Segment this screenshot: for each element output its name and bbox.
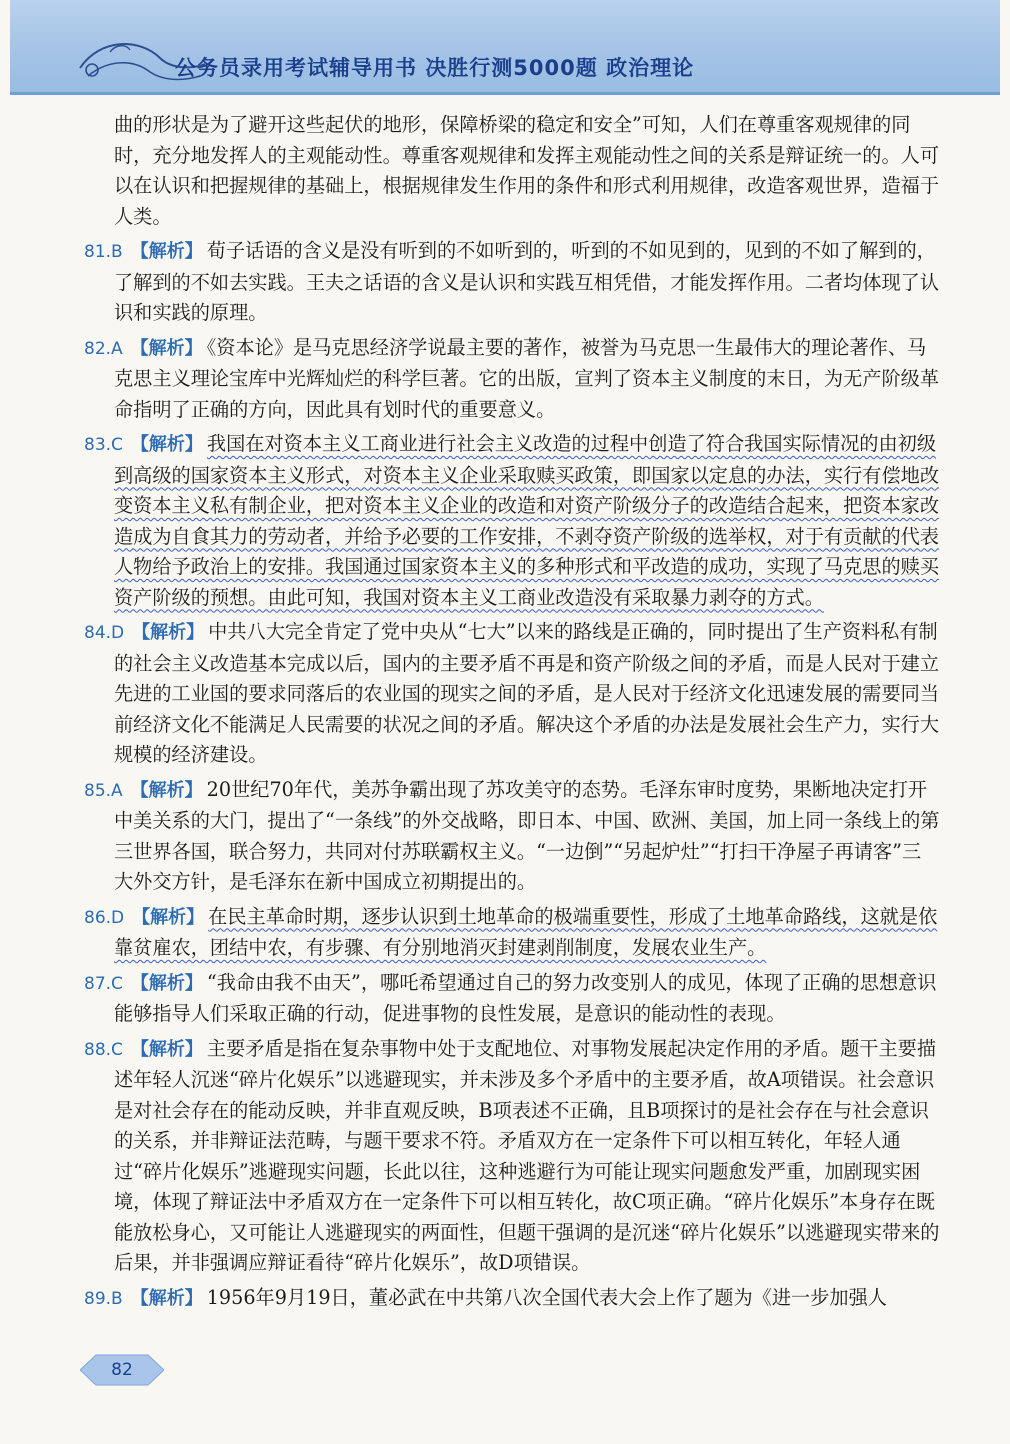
analysis-tag: 【解析】 [130, 1038, 203, 1060]
answer-81 [84, 236, 940, 329]
answer-87 [84, 968, 940, 1030]
answer-content [84, 110, 940, 1318]
answer-text: 中共八大完全肯定了党中央从“七大”以来的路线是正确的，同时提出了生产资料私有制的社会主义改造基本完成以后，国内的主要矛盾不再是和资产阶级之间的矛盾，而是人民对于建立先进的工业国的要求同落后的农业国的现实之间的矛盾，是人民对于经济文化迅速发展的需要同当前经济文化不能满足人民需要的状况之间的矛盾。解决这个矛盾的办法是发展社会生产力，实行大规模的经济建设。 [114, 620, 940, 766]
answer-text: 《资本论》是马克思经济学说最主要的著作，被誉为马克思一生最伟大的理论著作、马克思主义理论宝库中光辉灿烂的科学巨著。它的出版，宣判了资本主义制度的末日，为无产阶级革命指明了正确的方向，因此具有划时代的重要意义。 [114, 335, 940, 421]
analysis-tag: 【解析】 [130, 337, 203, 359]
answer-text: 20世纪70年代，美苏争霸出现了苏攻美守的态势。毛泽东审时度势，果断地决定打开中美关系的大门，提出了“一条线”的外交战略，即日本、中国、欧洲、美国，加上同一条线上的第三世界各国，联合努力，共同对付苏联霸权主义。“一边倒”“另起炉灶”“打扫干净屋子再请客”三大外交方针，是毛泽东在新中国成立初期提出的。 [114, 777, 940, 893]
answer-85 [84, 775, 940, 898]
answer-number: 84.D [84, 623, 125, 643]
header-divider [10, 92, 1000, 95]
page-number: 82 [111, 1360, 133, 1380]
answer-number: 85.A [84, 780, 123, 801]
answer-number: 86.D [84, 907, 125, 928]
analysis-tag: 【解析】 [130, 434, 203, 455]
answer-text: 在民主革命时期，逐步认识到土地革命的极端重要性，形成了土地革命路线，这就是依靠贫雇农，团结中农，有步骤、有分别地消灭封建剥削制度，发展农业生产。 [114, 904, 938, 959]
analysis-tag: 【解析】 [132, 622, 205, 643]
analysis-tag: 【解析】 [130, 241, 203, 262]
answer-number: 81.B [84, 242, 123, 262]
answer-86 [84, 902, 940, 964]
analysis-tag: 【解析】 [130, 779, 203, 801]
answer-84 [84, 617, 940, 771]
answer-82 [84, 333, 940, 426]
answer-83 [84, 429, 940, 613]
answer-number: 83.C [84, 435, 123, 455]
answer-text: 荀子话语的含义是没有听到的不如听到的，听到的不如见到的，见到的不如了解到的，了解到的不如去实践。王夫之话语的含义是认识和实践互相凭借，才能发挥作用。二者均体现了认识和实践的原理。 [114, 239, 940, 324]
answer-text: “我命由我不由天”，哪吒希望通过自己的努力改变别人的成见，体现了正确的思想意识能够指导人们采取正确的行动，促进事物的良性发展，是意识的能动性的表现。 [114, 970, 937, 1025]
answer-88 [84, 1034, 940, 1279]
answer-number: 89.B [84, 1288, 123, 1309]
answer-number: 87.C [84, 973, 123, 994]
answer-text: 主要矛盾是指在复杂事物中处于支配地位、对事物发展起决定作用的矛盾。题干主要描述年轻人沉迷“碎片化娱乐”以逃避现实，并未涉及多个矛盾中的主要矛盾，故A项错误。社会意识是对社会存在的能动反映，并非直观反映，B项表述不正确，且B项探讨的是社会存在与社会意识的关系，并非辩证法范畴，与题干要求不符。矛盾双方在一定条件下可以相互转化，年轻人通过“碎片化娱乐”逃避现实问题，长此以往，这种逃避行为可能让现实问题愈发严重，加剧现实困境，体现了辩证法中矛盾双方在一定条件下可以相互转化，故C项正确。“碎片化娱乐”本身存在既能放松身心，又可能让人逃避现实的两面性，但题干强调的是沉迷“碎片化娱乐”以逃避现实带来的后果，并非强调应辩证看待“碎片化娱乐”，故D项错误。 [114, 1036, 940, 1274]
intro-paragraph: 曲的形状是为了避开这些起伏的地形，保障桥梁的稳定和安全”可知，人们在尊重客观规律的同时，充分地发挥人的主观能动性。尊重客观规律和发挥主观能动性之间的关系是辩证统一的。人可以在认识和把握规律的基础上，根据规律发生作用的条件和形式利用规律，改造客观世界，造福于人类。 [114, 113, 940, 228]
answer-text: 1956年9月19日，董必武在中共第八次全国代表大会上作了题为《进一步加强人 [206, 1285, 887, 1309]
analysis-tag: 【解析】 [130, 1287, 203, 1309]
analysis-tag: 【解析】 [130, 972, 203, 994]
answer-number: 88.C [84, 1039, 123, 1060]
answer-89 [84, 1283, 940, 1315]
analysis-tag: 【解析】 [132, 906, 205, 928]
answer-number: 82.A [84, 338, 123, 359]
answer-text: 我国在对资本主义工商业进行社会主义改造的过程中创造了符合我国实际情况的由初级到高级的国家资本主义形式，对资本主义企业采取赎买政策，即国家以定息的办法，实行有偿地改变资本主义私有制企业，把对资本主义企业的改造和对资产阶级分子的改造结合起来，把资本家改造成为自食其力的劳动者，并给予必要的工作安排，不剥夺资产阶级的选举权，对于有贡献的代表人物给予政治上的安排。我国通过国家资本主义的多种形式和平改造的成功，实现了马克思的赎买资产阶级的预想。由此可知，我国对资本主义工商业改造没有采取暴力剥夺的方式。 [114, 432, 940, 609]
book-title: 公务员录用考试辅导用书 决胜行测5000题 政治理论 [175, 56, 695, 80]
